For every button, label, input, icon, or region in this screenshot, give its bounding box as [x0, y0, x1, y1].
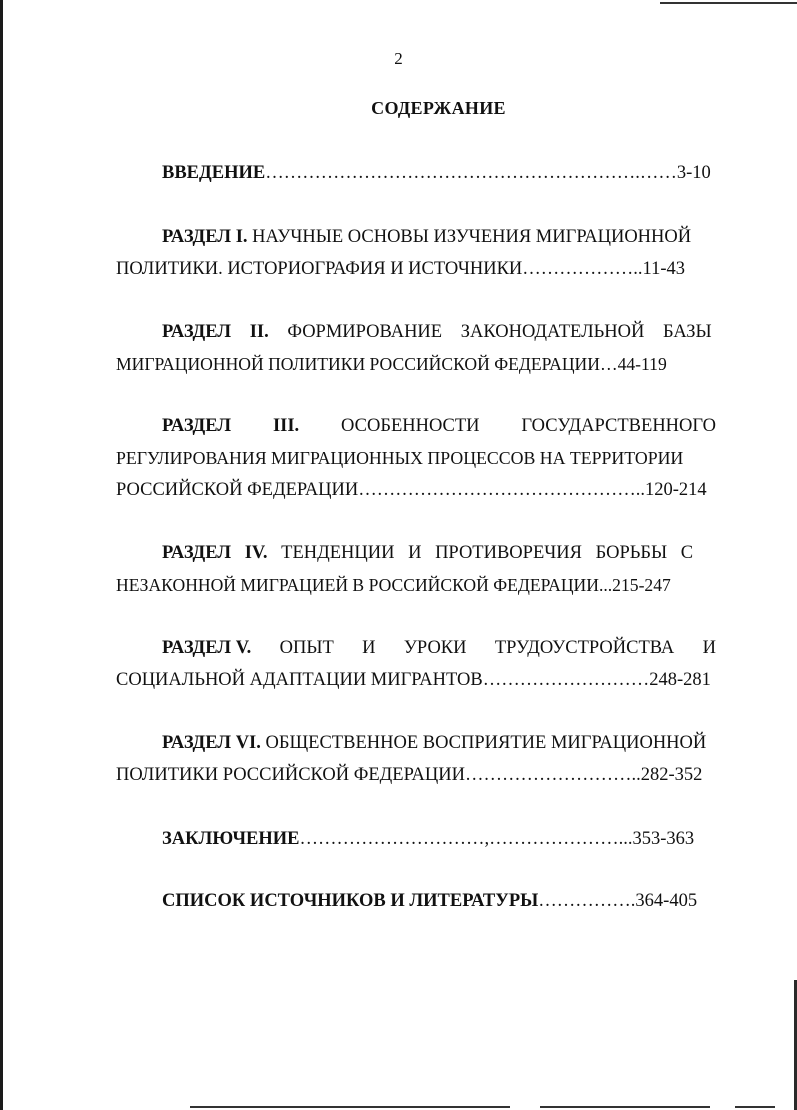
toc-entry-section-1[interactable]: [116, 221, 716, 285]
toc-page-range: 282-352: [640, 765, 703, 785]
toc-entry-title: РОССИЙСКОЙ ФЕДЕРАЦИИ: [116, 480, 359, 500]
toc-entry-conclusion[interactable]: [116, 823, 716, 855]
toc-entry-intro[interactable]: [116, 157, 716, 189]
toc-entry-title: ФОРМИРОВАНИЕ ЗАКОНОДАТЕЛЬНОЙ БАЗЫ: [287, 322, 712, 342]
toc-entry-label: РАЗДЕЛ VI.: [162, 733, 261, 753]
toc-entry-title: ПОЛИТИКИ. ИСТОРИОГРАФИЯ И ИСТОЧНИКИ: [116, 259, 523, 279]
toc-entry-sources[interactable]: [116, 885, 716, 917]
toc-page-range: 3-10: [676, 163, 711, 183]
toc-entry-label: РАЗДЕЛ IV.: [162, 543, 268, 563]
toc-entry-title: МИГРАЦИОННОЙ ПОЛИТИКИ РОССИЙСКОЙ ФЕДЕРАЦИИ: [116, 354, 600, 374]
toc-entry-label: ЗАКЛЮЧЕНИЕ: [162, 829, 300, 849]
toc-entry-title-word: ОСОБЕННОСТИ: [341, 416, 480, 436]
toc-page-range: 215-247: [612, 575, 671, 595]
scan-artifact-top: [660, 2, 797, 4]
toc-leader-dots: ………………………: [482, 670, 650, 690]
toc-entry-section-5[interactable]: [116, 632, 716, 696]
toc-entry-title-word: ОПЫТ: [279, 638, 334, 658]
toc-entry-title: СОЦИАЛЬНОЙ АДАПТАЦИИ МИГРАНТОВ: [116, 670, 483, 690]
toc-entry-section-4[interactable]: [116, 537, 716, 601]
toc-entry-label: РАЗДЕЛ II.: [162, 322, 269, 342]
toc-page-range: 248-281: [649, 670, 711, 690]
toc-leader-dots: ………………………..: [464, 765, 641, 785]
toc-entry-title: НЕЗАКОННОЙ МИГРАЦИЕЙ В РОССИЙСКОЙ ФЕДЕРАЦИИ: [116, 575, 599, 595]
toc-leader-dots: ...: [598, 575, 613, 595]
scan-edge-left: [0, 0, 3, 1110]
toc-leader-dots: ………………..: [522, 259, 643, 279]
toc-leader-dots: …………………………………………………….……: [265, 163, 677, 183]
toc-entry-label: РАЗДЕЛ: [162, 416, 232, 436]
toc-entry-section-2[interactable]: [116, 316, 716, 380]
toc-entry-section-3[interactable]: [116, 410, 716, 506]
scan-artifact-bottom: [735, 1106, 775, 1108]
toc-entry-label: III.: [272, 416, 300, 436]
scan-artifact-bottom: [190, 1106, 510, 1108]
toc-page-range: 364-405: [635, 891, 698, 911]
toc-entry-title: ОБЩЕСТВЕННОЕ ВОСПРИЯТИЕ МИГРАЦИОННОЙ: [265, 733, 707, 753]
toc-entry-title-word: УРОКИ: [403, 638, 467, 658]
toc-entry-label: ВВЕДЕНИЕ: [162, 163, 266, 183]
toc-leader-dots: …: [599, 354, 618, 374]
toc-entry-label: РАЗДЕЛ V.: [162, 638, 252, 658]
toc-entry-label: СПИСОК ИСТОЧНИКОВ И ЛИТЕРАТУРЫ: [162, 891, 539, 911]
toc-entry-title: РЕГУЛИРОВАНИЯ МИГРАЦИОННЫХ ПРОЦЕССОВ НА ТЕРРИТОРИИ: [116, 448, 684, 468]
toc-page-range: 44-119: [617, 354, 667, 374]
toc-entry-title-word: ГОСУДАРСТВЕННОГО: [521, 416, 716, 436]
page-number: 2: [394, 49, 403, 68]
scan-artifact-bottom: [540, 1106, 710, 1108]
toc-entry-title: ТЕНДЕНЦИИ И ПРОТИВОРЕЧИЯ БОРЬБЫ С: [281, 543, 694, 563]
toc-title: СОДЕРЖАНИЕ: [371, 98, 506, 118]
toc-leader-dots: …………….: [538, 891, 636, 911]
toc-entry-title-word: И: [362, 638, 376, 658]
toc-page-range: 353-363: [632, 829, 695, 849]
toc-leader-dots: …………………………,…………………...: [299, 829, 633, 849]
toc-page-range: 11-43: [642, 259, 686, 279]
toc-entry-title-word: И: [702, 638, 716, 658]
toc-entry-label: РАЗДЕЛ I.: [162, 227, 248, 247]
toc-entry-title: ПОЛИТИКИ РОССИЙСКОЙ ФЕДЕРАЦИИ: [116, 765, 465, 785]
toc-entry-title: НАУЧНЫЕ ОСНОВЫ ИЗУЧЕНИЯ МИГРАЦИОННОЙ: [252, 227, 692, 247]
toc-page-range: 120-214: [645, 480, 707, 500]
toc-leader-dots: ………………………………………..: [358, 480, 646, 500]
toc-entry-title-word: ТРУДОУСТРОЙСТВА: [494, 638, 675, 658]
toc-entry-section-6[interactable]: [116, 727, 716, 791]
